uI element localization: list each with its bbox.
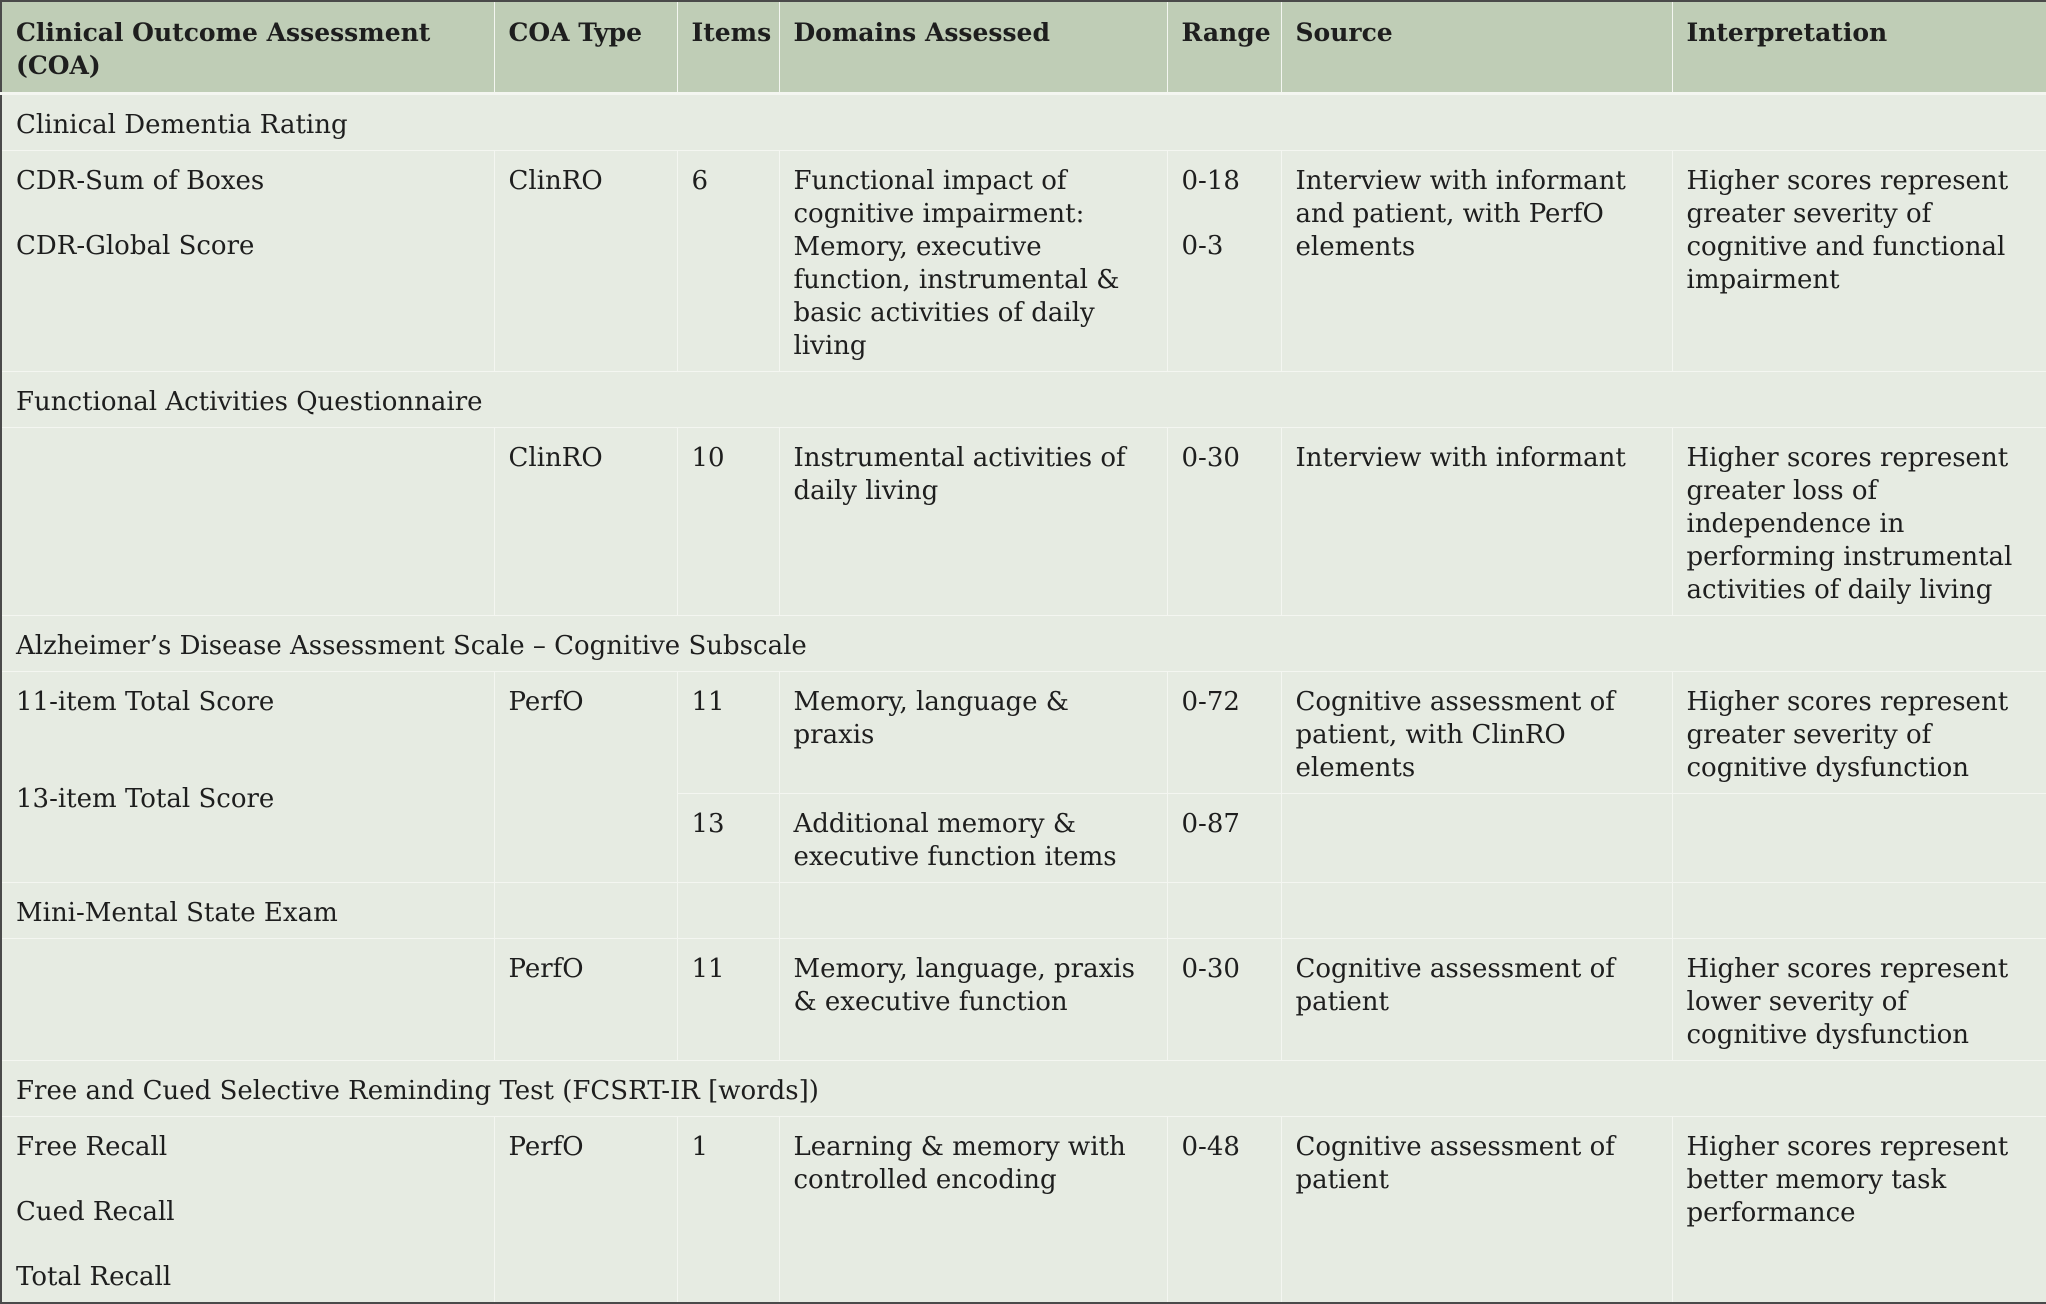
faq-range: 0-30 bbox=[1167, 428, 1281, 616]
faq-name bbox=[1, 428, 494, 616]
header-domains: Domains Assessed bbox=[779, 1, 1167, 94]
table-row-fcsrt bbox=[1, 1117, 2046, 1304]
header-range: Range bbox=[1167, 1, 1281, 94]
group-title-mmse: Mini-Mental State Exam bbox=[1, 883, 494, 939]
group-row-faq bbox=[1, 372, 2046, 428]
adas-items-11: 11 bbox=[677, 672, 779, 794]
mmse-name bbox=[1, 939, 494, 1061]
header-source: Source bbox=[1281, 1, 1672, 94]
cdr-domains: Functional impact of cognitive impairment: Memory, executive function, instrumental & basic activities of daily living bbox=[779, 151, 1167, 372]
fcsrt-source: Cognitive assessment of patient bbox=[1281, 1117, 1672, 1304]
group-title-adas: Alzheimer’s Disease Assessment Scale – Cognitive Subscale bbox=[1, 616, 2046, 672]
header-items: Items bbox=[677, 1, 779, 94]
mmse-interpretation: Higher scores represent lower severity of cognitive dysfunction bbox=[1672, 939, 2046, 1061]
table-row-mmse bbox=[1, 939, 2046, 1061]
group-title-cdr: Clinical Dementia Rating bbox=[1, 94, 2046, 151]
fcsrt-free-recall: Free Recall bbox=[16, 1132, 168, 1162]
group-row-fcsrt bbox=[1, 1061, 2046, 1117]
adas-11-item-total: 11-item Total Score bbox=[16, 687, 275, 717]
adas-names bbox=[1, 672, 494, 883]
fcsrt-total-recall: Total Recall bbox=[16, 1262, 172, 1292]
adas-domains-11: Memory, language & praxis bbox=[779, 672, 1167, 794]
adas-items-13: 13 bbox=[677, 794, 779, 883]
header-coa-type: COA Type bbox=[494, 1, 677, 94]
group-title-fcsrt: Free and Cued Selective Reminding Test (FCSRT-IR [words]) bbox=[1, 1061, 2046, 1117]
adas-type: PerfO bbox=[494, 672, 677, 883]
mmse-source: Cognitive assessment of patient bbox=[1281, 939, 1672, 1061]
cdr-range-1: 0-18 bbox=[1181, 166, 1240, 196]
faq-type: ClinRO bbox=[494, 428, 677, 616]
adas-interpretation-empty bbox=[1672, 794, 2046, 883]
table-header-row bbox=[1, 1, 2046, 94]
mmse-type: PerfO bbox=[494, 939, 677, 1061]
fcsrt-type: PerfO bbox=[494, 1117, 677, 1304]
adas-source: Cognitive assessment of patient, with ClinRO elements bbox=[1281, 672, 1672, 794]
cdr-interpretation: Higher scores represent greater severity of cognitive and functional impairment bbox=[1672, 151, 2046, 372]
cdr-items: 6 bbox=[677, 151, 779, 372]
cdr-ranges bbox=[1167, 151, 1281, 372]
header-interpretation: Interpretation bbox=[1672, 1, 2046, 94]
cdr-type: ClinRO bbox=[494, 151, 677, 372]
faq-source: Interview with informant bbox=[1281, 428, 1672, 616]
adas-domains-13: Additional memory & executive function items bbox=[779, 794, 1167, 883]
adas-range-13: 0-87 bbox=[1167, 794, 1281, 883]
fcsrt-names bbox=[1, 1117, 494, 1304]
table-row-cdr bbox=[1, 151, 2046, 372]
cdr-global-score: CDR-Global Score bbox=[16, 231, 255, 261]
cdr-names bbox=[1, 151, 494, 372]
faq-items: 10 bbox=[677, 428, 779, 616]
table-row-faq bbox=[1, 428, 2046, 616]
mmse-items: 11 bbox=[677, 939, 779, 1061]
mmse-domains: Memory, language, praxis & executive function bbox=[779, 939, 1167, 1061]
mmse-range: 0-30 bbox=[1167, 939, 1281, 1061]
fcsrt-range: 0-48 bbox=[1167, 1117, 1281, 1304]
group-row-mmse bbox=[1, 883, 2046, 939]
adas-interpretation: Higher scores represent greater severity of cognitive dysfunction bbox=[1672, 672, 2046, 794]
group-row-cdr bbox=[1, 94, 2046, 151]
header-coa: Clinical Outcome Assessment (COA) bbox=[1, 1, 494, 94]
fcsrt-domains: Learning & memory with controlled encoding bbox=[779, 1117, 1167, 1304]
group-title-faq: Functional Activities Questionnaire bbox=[1, 372, 2046, 428]
cdr-source: Interview with informant and patient, with PerfO elements bbox=[1281, 151, 1672, 372]
cdr-sum-of-boxes: CDR-Sum of Boxes bbox=[16, 166, 265, 196]
faq-domains: Instrumental activities of daily living bbox=[779, 428, 1167, 616]
table-row-adas-11 bbox=[1, 672, 2046, 794]
fcsrt-items: 1 bbox=[677, 1117, 779, 1304]
group-row-adas bbox=[1, 616, 2046, 672]
fcsrt-interpretation: Higher scores represent better memory task performance bbox=[1672, 1117, 2046, 1304]
adas-range-11: 0-72 bbox=[1167, 672, 1281, 794]
adas-13-item-total: 13-item Total Score bbox=[16, 784, 275, 814]
cdr-range-2: 0-3 bbox=[1181, 231, 1224, 261]
fcsrt-cued-recall: Cued Recall bbox=[16, 1197, 175, 1227]
adas-source-empty bbox=[1281, 794, 1672, 883]
faq-interpretation: Higher scores represent greater loss of independence in performing instrumental activities of daily living bbox=[1672, 428, 2046, 616]
